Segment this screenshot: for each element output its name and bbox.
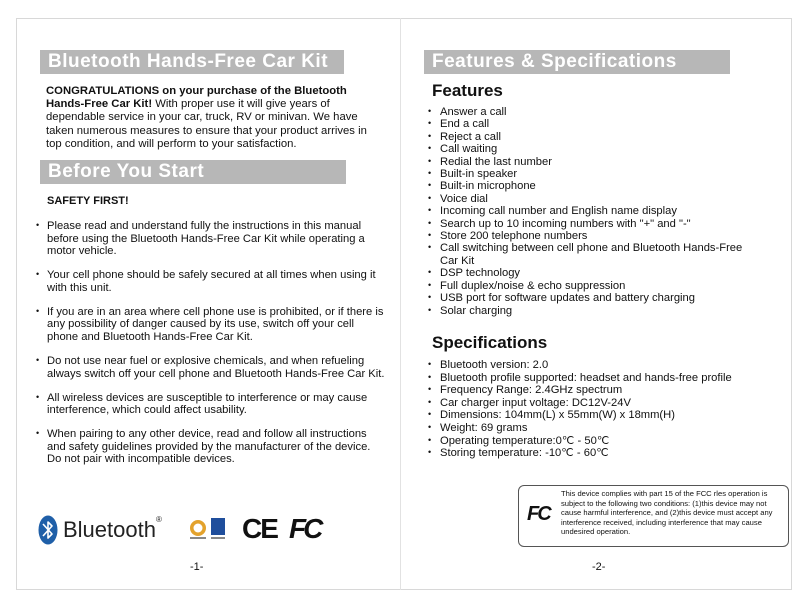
specifications-list [428,359,758,460]
feature-item: • Answer a call [428,106,748,118]
specification-item: • Frequency Range: 2.4GHz spectrum [428,384,758,397]
feature-item: • DSP technology [428,267,748,279]
before-you-start-banner: Before You Start [40,160,346,184]
warning-item: • Your cell phone should be safely secured at all times when using it with this unit. [36,269,386,294]
bluetooth-logo [38,515,162,545]
left-banner-title: Bluetooth Hands-Free Car Kit [40,50,344,74]
feature-item: • USB port for software updates and battery charging [428,292,748,304]
specification-item: • Bluetooth profile supported: headset and hands-free profile [428,372,758,385]
specification-item: • Operating temperature:0℃ - 50℃ [428,435,758,448]
page-number-left: -1- [190,561,204,573]
warning-item: • When pairing to any other device, read and follow all instructions and safety guidelines provided by the manufacturer of the device. Do not pair with incompatible devices. [36,428,386,466]
features-list [428,106,748,317]
feature-item: • Call switching between cell phone and Bluetooth Hands-Free Car Kit [428,242,748,267]
warning-item: • All wireless devices are susceptible to interference or may cause interference, which could affect usability. [36,392,386,417]
feature-item: • Full duplex/noise & echo suppression [428,280,748,292]
bluetooth-icon [38,515,58,545]
quality-cert-badges [188,518,225,540]
specification-item: • Bluetooth version: 2.0 [428,359,758,372]
specification-item: • Weight: 69 grams [428,422,758,435]
feature-item: • Redial the last number [428,156,748,168]
features-heading: Features [432,81,503,100]
feature-item: • Store 200 telephone numbers [428,230,748,242]
page-fold [400,18,401,590]
certification-flag-icon [211,518,225,540]
feature-item: • End a call [428,118,748,130]
feature-item: • Incoming call number and English name display [428,205,748,217]
warning-item: • Please read and understand fully the instructions in this manual before using the Bluetooth Hands-Free Car Kit while operating a motor vehicle. [36,220,386,258]
feature-item: • Reject a call [428,131,748,143]
specification-item: • Dimensions: 104mm(L) x 55mm(W) x 18mm(H) [428,409,758,422]
intro-bold: CONGRATULATIONS on your purchase of the Bluetooth Hands-Free Car Kit! [46,85,347,111]
specification-item: • Storing temperature: -10℃ - 60℃ [428,447,758,460]
ce-mark: CE [242,513,277,544]
feature-item: • Voice dial [428,193,748,205]
feature-item: • Solar charging [428,305,748,317]
right-banner-title: Features & Specifications [424,50,730,74]
specifications-heading: Specifications [432,333,548,352]
bluetooth-wordmark: Bluetooth® [63,515,162,542]
feature-item: • Built-in speaker [428,168,748,180]
warning-item: • Do not use near fuel or explosive chemicals, and when refueling always switch off your cell phone and Bluetooth Hands-Free Car Kit. [36,355,386,380]
intro-text: With proper use it will give years of dependable service in your car, truck, RV or minivan. We have taken numerous measures to ensure that your product arrives in top condition, and will perform to your satisfaction. [46,98,367,150]
feature-item: • Built-in microphone [428,180,748,192]
feature-item: • Call waiting [428,143,748,155]
safety-heading: SAFETY FIRST! [47,195,129,207]
fcc-compliance-box [518,485,789,547]
quality-seal-icon [188,518,208,540]
fcc-logo: FC [527,503,550,525]
warning-list [36,220,386,477]
page-number-right: -2- [592,561,606,573]
fcc-mark: FC [289,513,321,544]
feature-item: • Search up to 10 incoming numbers with "+" and "-" [428,218,748,230]
warning-item: • If you are in an area where cell phone use is prohibited, or if there is any possibility of danger caused by its use, switch off your cell phone and Bluetooth Hands-Free Car Kit. [36,306,386,344]
fcc-statement: This device complies with part 15 of the FCC rles operation is subject to the following two conditions: (1)this device may not cause harmful interference, and (2)this device must accept any interference received, including interference that may cause undesired operation. [561,489,773,537]
intro-paragraph [46,85,371,151]
specification-item: • Car charger input voltage: DC12V-24V [428,397,758,410]
